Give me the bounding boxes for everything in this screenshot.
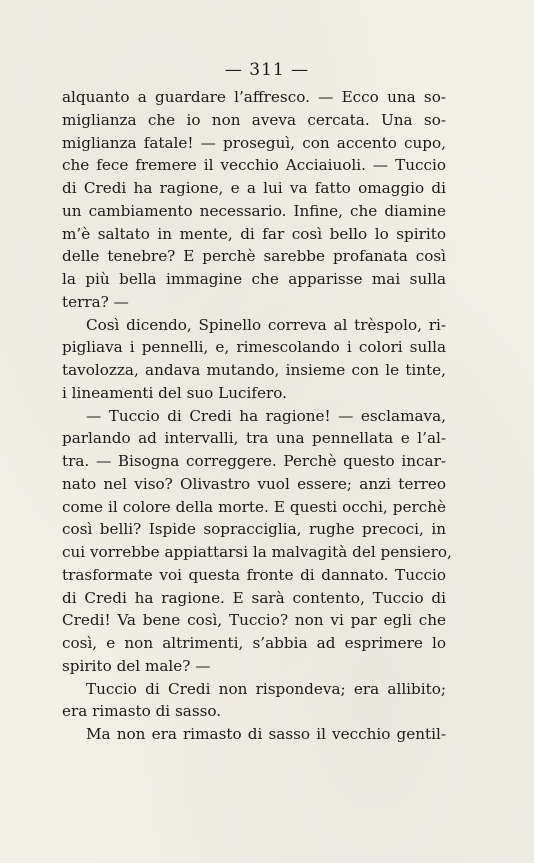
text-line: un cambiamento necessario. Infine, che diamine bbox=[62, 201, 446, 220]
text-line: miglianza fatale! — proseguì, con accento cupo, bbox=[62, 133, 446, 152]
text-line: trasformate voi questa fronte di dannato. Tuccio bbox=[62, 565, 446, 584]
text-line: di Credi ha ragione. E sarà contento, Tuccio di bbox=[62, 588, 446, 607]
text-line: Così dicendo, Spinello correva al trèspolo, ri- bbox=[86, 315, 446, 334]
text-line: cui vorrebbe appiattarsi la malvagità del pensiero, bbox=[62, 543, 452, 561]
text-line: così, e non altrimenti, s’abbia ad esprimere lo bbox=[62, 634, 446, 652]
text-line: tra. — Bisogna correggere. Perchè questo incar- bbox=[62, 452, 446, 470]
text-line: era rimasto di sasso. bbox=[62, 702, 222, 721]
text-line: pigliava i pennelli, e, rimescolando i colori sulla bbox=[62, 338, 446, 357]
text-line: la più bella immagine che apparisse mai sulla bbox=[62, 270, 446, 288]
text-line: m’è saltato in mente, di far così bello lo spirito bbox=[62, 224, 446, 243]
text-line: miglianza che io non aveva cercata. Una so- bbox=[62, 110, 446, 129]
text-line: Tuccio di Credi non rispondeva; era allibito; bbox=[86, 679, 446, 698]
text-line: che fece fremere il vecchio Acciaiuoli. — Tuccio bbox=[62, 156, 446, 175]
text-line: spirito del male? — bbox=[62, 656, 211, 675]
text-line: delle tenebre? E perchè sarebbe profanata così bbox=[62, 247, 446, 266]
text-line: Credi! Va bene così, Tuccio? non vi par egli che bbox=[62, 611, 446, 630]
text-line: come il colore della morte. E questi occhi, perchè bbox=[62, 497, 446, 516]
text-line: nato nel viso? Olivastro vuol essere; anzi terreo bbox=[62, 474, 446, 493]
text-line: di Credi ha ragione, e a lui va fatto omaggio di bbox=[62, 179, 446, 197]
text-line: tavolozza, andava mutando, insieme con le tinte, bbox=[62, 361, 446, 379]
body-text bbox=[62, 86, 452, 746]
text-line: Ma non era rimasto di sasso il vecchio gentil- bbox=[86, 725, 446, 743]
text-line: così belli? Ispide sopracciglia, rughe precoci, in bbox=[62, 520, 446, 539]
text-line: terra? — bbox=[62, 292, 129, 311]
text-line: i lineamenti del suo Lucifero. bbox=[62, 383, 287, 402]
text-line: parlando ad intervalli, tra una pennellata e l’al- bbox=[62, 429, 446, 448]
page-number: — 311 — bbox=[224, 60, 310, 80]
text-line: — Tuccio di Credi ha ragione! — esclamava, bbox=[86, 406, 446, 425]
text-line: alquanto a guardare l’affresco. — Ecco una so- bbox=[62, 88, 446, 106]
